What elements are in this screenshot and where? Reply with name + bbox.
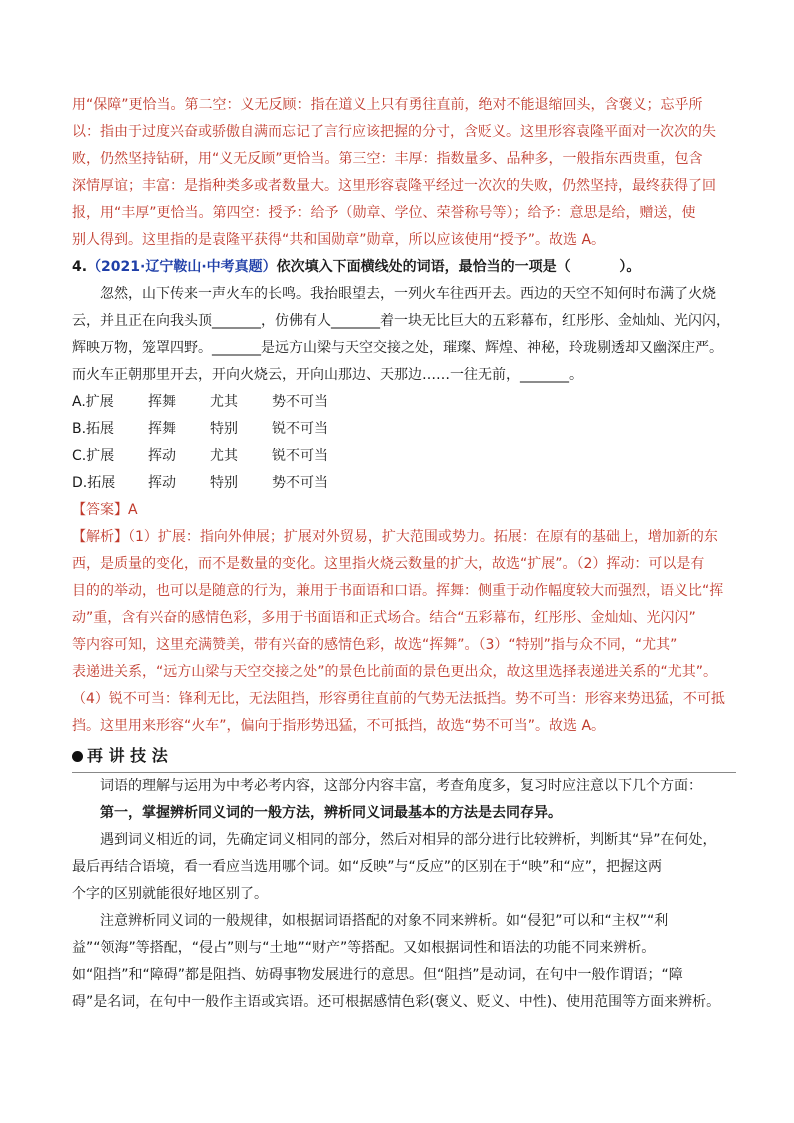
document-page [72,92,736,1016]
analysis-line: 别人得到。这里指的是袁隆平获得“共和国勋章”勋章，所以应该使用“授予”。故选 A。 [72,232,606,248]
section-title: 再 讲 技 法 [87,746,168,765]
option-a: A.扩展 挥舞 尤其 势不可当 [72,394,328,410]
paragraph-line: 注意辨析同义词的一般规律，如根据词语搭配的对象不同来辨析。如“侵犯”可以和“主权”“利 [100,913,669,929]
question-stem: 依次填入下面横线处的词语，最恰当的一项是（ ）。 [276,259,641,275]
option-d: D.拓展 挥动 特别 势不可当 [72,475,328,491]
passage-line: 云，并且正在向我头顶_______，仿佛有人_______着一块无比巨大的五彩幕布，红彤彤、金灿灿、光闪闪， [72,313,730,329]
option-b: B.拓展 挥舞 特别 锐不可当 [72,421,328,437]
analysis-line: （4）锐不可当：锋利无比，无法阻挡，形容勇往直前的气势无法抵挡。势不可当：形容来势迅猛，不可抵 [72,691,725,707]
analysis-line: 动”重，含有兴奋的感情色彩，多用于书面语和正式场合。结合“五彩幕布，红彤彤、金灿灿、光闪闪” [72,610,696,626]
analysis-line: 用“保障”更恰当。第二空：义无反顾：指在道义上只有勇往直前，绝对不能退缩回头，含褒义；忘乎所 [72,97,703,113]
passage-line: 忽然，山下传来一声火车的长鸣。我抬眼望去，一列火车往西开去。西边的天空不知何时布满了火烧 [100,286,716,302]
analysis-line: 表递进关系，“远方山梁与天空交接之处”的景色比前面的景色更出众，故这里选择表递进关系的“尤其”。 [72,664,718,680]
option-list [72,389,736,497]
answer [72,497,736,524]
analysis-line: 败，仍然坚持钻研，用“义无反顾”更恰当。第三空：丰厚：指数量多、品种多，一般指东西贵重，包含 [72,151,703,167]
point-one: 第一，掌握辨析同义词的一般方法，辨析同义词最基本的方法是去同存异。 [100,805,562,821]
analysis-line: 【解析】（1）扩展：指向外伸展；扩展对外贸易，扩大范围或势力。拓展：在原有的基础上，增加新的东 [72,529,718,545]
analysis-line: 等内容可知，这里充满赞美，带有兴奋的感情色彩，故选“挥舞”。（3）“特别”指与众不同，“尤其” [72,637,678,653]
passage-line: 而火车正朝那里开去，开向火烧云，开向山那边、天那边……一往无前，_______。 [72,367,583,383]
technique-section [72,742,736,1016]
paragraph-line: 益”“领海”等搭配，“侵占”则与“土地”“财产”等搭配。又如根据词性和语法的功能不同来辨析。 [72,940,656,956]
paragraph-line: 最后再结合语境，看一看应当选用哪个词。如“反映”与“反应”的区别在于“映”和“应”，把握这两 [72,859,663,875]
analysis-line: 挡。这里用来形容“火车”，偏向于指形势迅猛，不可抵挡，故选“势不可当”。故选 A。 [72,718,606,734]
section-intro: 词语的理解与运用为中考必考内容，这部分内容丰富，考查角度多，复习时应注意以下几个方面： [100,778,702,794]
paragraph-line: 如“阻挡”和“障碍”都是阻挡、妨碍事物发展进行的意思。但“阻挡”是动词，在句中一般作谓语；“障 [72,967,683,983]
analysis-line: 目的的举动，也可以是随意的行为，兼用于书面语和口语。挥舞：侧重于动作幅度较大而强烈，语义比“挥 [72,583,724,599]
answer-label: 【答案】 [72,502,128,518]
analysis-label: 【解析】 [72,529,128,545]
paragraph-line: 个字的区别就能很好地区别了。 [72,886,268,902]
passage-line: 辉映万物，笼罩四野。_______是远方山梁与天空交接之处，璀璨、辉煌、神秘，玲珑剔透却又幽深庄严。 [72,340,723,356]
option-c: C.扩展 挥动 尤其 锐不可当 [72,448,328,464]
analysis-line: 以：指由于过度兴奋或骄傲自满而忘记了言行应该把握的分寸，含贬义。这里形容袁隆平面对一次次的失 [72,124,716,140]
previous-analysis [72,92,736,254]
section-heading [72,742,736,773]
analysis-line: 报，用“丰厚”更恰当。第四空：授予：给予（勋章、学位、荣誉称号等）；给予：意思是给，赠送，使 [72,205,696,221]
bullet-icon [72,751,83,762]
question-source: （2021·辽宁鞍山·中考真题） [87,259,277,275]
answer-value: A [128,502,138,518]
paragraph-line: 碍”是名词，在句中一般作主语或宾语。还可根据感情色彩(褒义、贬义、中性)、使用范围等方面来辨析。 [72,994,721,1010]
question-4 [72,254,736,740]
analysis [72,524,736,740]
question-heading [72,254,736,281]
analysis-line: 西，是质量的变化，而不是数量的变化。这里指火烧云数量的扩大，故选“扩展”。（2）挥动：可以是有 [72,556,705,572]
paragraph-line: 遇到词义相近的词，先确定词义相同的部分，然后对相异的部分进行比较辨析，判断其“异”在何处， [100,832,717,848]
analysis-line: 深情厚谊；丰富：是指种类多或者数量大。这里形容袁隆平经过一次次的失败，仍然坚持，最终获得了回 [72,178,716,194]
question-number: 4. [72,259,88,275]
